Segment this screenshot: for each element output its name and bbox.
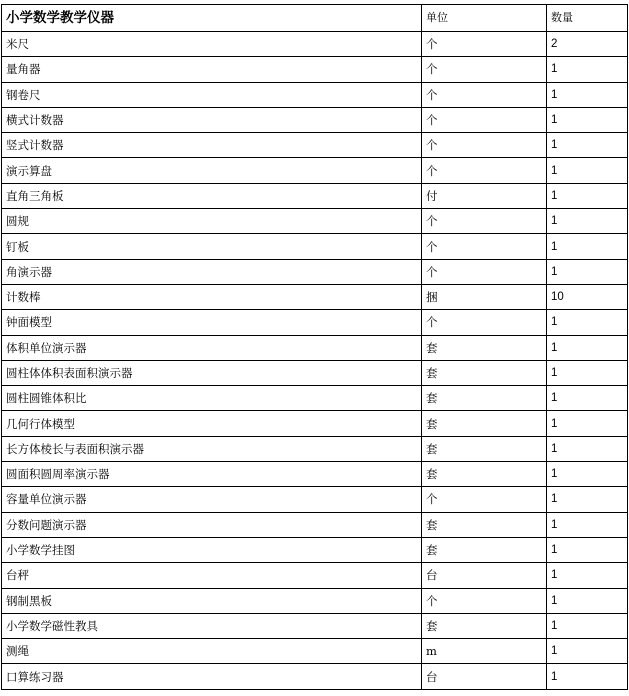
item-unit-cell[interactable]: 个 xyxy=(422,107,547,132)
item-unit-cell[interactable]: 台 xyxy=(422,664,547,689)
item-name-cell[interactable]: 横式计数器 xyxy=(2,107,422,132)
item-unit-cell[interactable]: 台 xyxy=(422,563,547,588)
item-quantity-cell[interactable]: 1 xyxy=(547,487,628,512)
item-quantity-cell[interactable]: 1 xyxy=(547,234,628,259)
item-name-cell[interactable]: 竖式计数器 xyxy=(2,133,422,158)
item-name-cell[interactable]: 角演示器 xyxy=(2,259,422,284)
item-quantity-cell[interactable]: 1 xyxy=(547,613,628,638)
item-quantity-cell[interactable]: 1 xyxy=(547,512,628,537)
item-quantity-cell[interactable]: 1 xyxy=(547,158,628,183)
quantity-header-cell[interactable]: 数量 xyxy=(547,5,628,32)
item-name-cell[interactable]: 钢卷尺 xyxy=(2,82,422,107)
item-name-cell[interactable]: 体积单位演示器 xyxy=(2,335,422,360)
item-quantity-cell[interactable]: 1 xyxy=(547,664,628,689)
item-name-cell[interactable]: 几何行体模型 xyxy=(2,411,422,436)
item-name-cell[interactable]: 小学数学挂图 xyxy=(2,537,422,562)
item-name-cell[interactable]: 测绳 xyxy=(2,639,422,664)
item-quantity-cell[interactable]: 1 xyxy=(547,386,628,411)
item-quantity-cell[interactable]: 1 xyxy=(547,183,628,208)
item-quantity-cell[interactable]: 2 xyxy=(547,32,628,57)
item-quantity-cell[interactable]: 1 xyxy=(547,209,628,234)
table-row xyxy=(2,360,628,385)
item-name-cell[interactable]: 直角三角板 xyxy=(2,183,422,208)
item-unit-cell[interactable]: 套 xyxy=(422,411,547,436)
table-row xyxy=(2,462,628,487)
table-row xyxy=(2,209,628,234)
item-unit-cell[interactable]: 个 xyxy=(422,234,547,259)
item-quantity-cell[interactable]: 1 xyxy=(547,411,628,436)
table-row xyxy=(2,487,628,512)
item-name-cell[interactable]: 小学数学磁性教具 xyxy=(2,613,422,638)
item-unit-cell[interactable]: 个 xyxy=(422,209,547,234)
item-name-cell[interactable]: 钢制黑板 xyxy=(2,588,422,613)
item-name-cell[interactable]: 长方体棱长与表面积演示器 xyxy=(2,436,422,461)
item-quantity-cell[interactable]: 1 xyxy=(547,462,628,487)
item-unit-cell[interactable]: 套 xyxy=(422,512,547,537)
table-row xyxy=(2,335,628,360)
item-unit-cell[interactable]: 个 xyxy=(422,57,547,82)
table-row xyxy=(2,107,628,132)
item-unit-cell[interactable]: 套 xyxy=(422,335,547,360)
table-row xyxy=(2,284,628,309)
item-unit-cell[interactable]: 套 xyxy=(422,436,547,461)
item-unit-cell[interactable]: m xyxy=(422,639,547,664)
item-unit-cell[interactable]: 个 xyxy=(422,259,547,284)
item-quantity-cell[interactable]: 1 xyxy=(547,537,628,562)
item-unit-cell[interactable]: 套 xyxy=(422,537,547,562)
item-quantity-cell[interactable]: 10 xyxy=(547,284,628,309)
item-unit-cell[interactable]: 个 xyxy=(422,32,547,57)
item-name-cell[interactable]: 演示算盘 xyxy=(2,158,422,183)
table-row xyxy=(2,259,628,284)
item-unit-cell[interactable]: 套 xyxy=(422,360,547,385)
item-quantity-cell[interactable]: 1 xyxy=(547,335,628,360)
item-unit-cell[interactable]: 个 xyxy=(422,133,547,158)
table-row xyxy=(2,57,628,82)
item-quantity-cell[interactable]: 1 xyxy=(547,133,628,158)
table-row xyxy=(2,613,628,638)
item-unit-cell[interactable]: 个 xyxy=(422,310,547,335)
table-row xyxy=(2,82,628,107)
table-row xyxy=(2,32,628,57)
item-unit-cell[interactable]: 个 xyxy=(422,487,547,512)
table-row xyxy=(2,639,628,664)
item-name-cell[interactable]: 计数棒 xyxy=(2,284,422,309)
item-unit-cell[interactable]: 个 xyxy=(422,82,547,107)
item-name-cell[interactable]: 圆面积圆周率演示器 xyxy=(2,462,422,487)
table-row xyxy=(2,588,628,613)
item-unit-cell[interactable]: 套 xyxy=(422,386,547,411)
item-name-cell[interactable]: 圆规 xyxy=(2,209,422,234)
table-row xyxy=(2,133,628,158)
item-unit-cell[interactable]: 个 xyxy=(422,588,547,613)
item-unit-cell[interactable]: 付 xyxy=(422,183,547,208)
table-row xyxy=(2,664,628,689)
table-header-row xyxy=(2,5,628,32)
table-row xyxy=(2,310,628,335)
instrument-table xyxy=(1,4,628,690)
item-quantity-cell[interactable]: 1 xyxy=(547,563,628,588)
unit-header-cell[interactable]: 单位 xyxy=(422,5,547,32)
table-row xyxy=(2,158,628,183)
table-row xyxy=(2,512,628,537)
item-name-cell[interactable]: 台秤 xyxy=(2,563,422,588)
item-name-cell[interactable]: 分数问题演示器 xyxy=(2,512,422,537)
table-row xyxy=(2,183,628,208)
item-quantity-cell[interactable]: 1 xyxy=(547,259,628,284)
spreadsheet-sheet xyxy=(1,4,627,690)
table-row xyxy=(2,234,628,259)
table-row xyxy=(2,537,628,562)
item-quantity-cell[interactable]: 1 xyxy=(547,310,628,335)
item-unit-cell[interactable]: 个 xyxy=(422,158,547,183)
item-quantity-cell[interactable]: 1 xyxy=(547,82,628,107)
item-name-cell[interactable]: 圆柱圆锥体积比 xyxy=(2,386,422,411)
table-row xyxy=(2,436,628,461)
item-name-cell[interactable]: 钉板 xyxy=(2,234,422,259)
item-quantity-cell[interactable]: 1 xyxy=(547,57,628,82)
table-row xyxy=(2,563,628,588)
item-unit-cell[interactable]: 套 xyxy=(422,462,547,487)
item-unit-cell[interactable]: 套 xyxy=(422,613,547,638)
item-quantity-cell[interactable]: 1 xyxy=(547,436,628,461)
item-quantity-cell[interactable]: 1 xyxy=(547,360,628,385)
item-name-cell[interactable]: 钟面模型 xyxy=(2,310,422,335)
item-quantity-cell[interactable]: 1 xyxy=(547,639,628,664)
item-name-cell[interactable]: 圆柱体体积表面积演示器 xyxy=(2,360,422,385)
item-quantity-cell[interactable]: 1 xyxy=(547,107,628,132)
item-name-cell[interactable]: 容量单位演示器 xyxy=(2,487,422,512)
table-row xyxy=(2,386,628,411)
item-name-cell[interactable]: 米尺 xyxy=(2,32,422,57)
table-title-cell[interactable]: 小学数学教学仪器 xyxy=(2,5,422,32)
item-name-cell[interactable]: 口算练习器 xyxy=(2,664,422,689)
item-quantity-cell[interactable]: 1 xyxy=(547,588,628,613)
item-name-cell[interactable]: 量角器 xyxy=(2,57,422,82)
table-row xyxy=(2,411,628,436)
table-body xyxy=(2,5,628,690)
item-unit-cell[interactable]: 捆 xyxy=(422,284,547,309)
